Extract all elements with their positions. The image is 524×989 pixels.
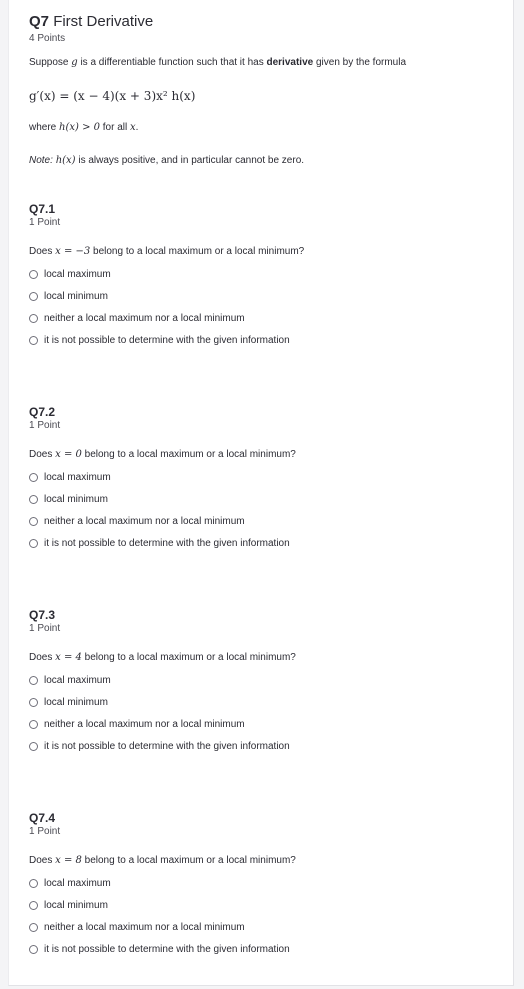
subquestion-prompt: Does x = 8 belong to a local maximum or a local minimum? bbox=[29, 855, 296, 866]
question-intro: Suppose g is a differentiable function such that it has derivative given by the formula bbox=[29, 57, 407, 68]
option-local-maximum[interactable]: local maximum bbox=[29, 470, 296, 484]
radio-button[interactable] bbox=[29, 336, 38, 345]
option-local-maximum[interactable]: local maximum bbox=[29, 673, 296, 687]
subquestion-points: 1 Point bbox=[29, 623, 61, 634]
subquestion-title: Q7.3 bbox=[29, 608, 56, 622]
option-local-minimum[interactable]: local minimum bbox=[29, 898, 296, 912]
derivative-formula: g′(x) = (x − 4)(x + 3)x² h(x) bbox=[29, 89, 196, 103]
option-cannot-determine[interactable]: it is not possible to determine with the given information bbox=[29, 333, 304, 347]
option-neither[interactable]: neither a local maximum nor a local minimum bbox=[29, 514, 296, 528]
question-card bbox=[8, 0, 514, 986]
radio-button[interactable] bbox=[29, 676, 38, 685]
radio-button[interactable] bbox=[29, 292, 38, 301]
subquestion-title: Q7.1 bbox=[29, 202, 56, 216]
subquestion-prompt: Does x = 4 belong to a local maximum or a local minimum? bbox=[29, 652, 296, 663]
option-neither[interactable]: neither a local maximum nor a local minimum bbox=[29, 920, 296, 934]
subquestion-points: 1 Point bbox=[29, 217, 61, 228]
radio-button[interactable] bbox=[29, 923, 38, 932]
question-where: where h(x) > 0 for all x. bbox=[29, 122, 139, 133]
subquestion-title: Q7.4 bbox=[29, 811, 56, 825]
question-title-text: First Derivative bbox=[53, 13, 154, 30]
radio-button[interactable] bbox=[29, 945, 38, 954]
option-local-minimum[interactable]: local minimum bbox=[29, 492, 296, 506]
question-note: Note: h(x) is always positive, and in particular cannot be zero. bbox=[29, 155, 305, 166]
question-number: Q7 bbox=[29, 13, 50, 30]
option-local-maximum[interactable]: local maximum bbox=[29, 876, 296, 890]
radio-button[interactable] bbox=[29, 901, 38, 910]
subquestion-q7-4 bbox=[29, 811, 296, 956]
radio-button[interactable] bbox=[29, 539, 38, 548]
subquestion-points: 1 Point bbox=[29, 826, 61, 837]
subquestion-q7-1 bbox=[29, 202, 304, 347]
radio-button[interactable] bbox=[29, 517, 38, 526]
radio-button[interactable] bbox=[29, 879, 38, 888]
subquestion-points: 1 Point bbox=[29, 420, 61, 431]
radio-button[interactable] bbox=[29, 270, 38, 279]
subquestion-q7-3 bbox=[29, 608, 296, 753]
subquestion-prompt: Does x = −3 belong to a local maximum or a local minimum? bbox=[29, 246, 305, 257]
option-cannot-determine[interactable]: it is not possible to determine with the given information bbox=[29, 536, 296, 550]
radio-button[interactable] bbox=[29, 742, 38, 751]
radio-button[interactable] bbox=[29, 473, 38, 482]
question-title bbox=[29, 12, 513, 32]
option-neither[interactable]: neither a local maximum nor a local minimum bbox=[29, 717, 296, 731]
radio-button[interactable] bbox=[29, 720, 38, 729]
option-cannot-determine[interactable]: it is not possible to determine with the given information bbox=[29, 739, 296, 753]
question-points: 4 Points bbox=[29, 33, 66, 44]
subquestion-q7-2 bbox=[29, 405, 296, 550]
subquestion-prompt: Does x = 0 belong to a local maximum or a local minimum? bbox=[29, 449, 296, 460]
radio-button[interactable] bbox=[29, 495, 38, 504]
radio-button[interactable] bbox=[29, 698, 38, 707]
option-local-maximum[interactable]: local maximum bbox=[29, 267, 304, 281]
option-local-minimum[interactable]: local minimum bbox=[29, 289, 304, 303]
subquestion-title: Q7.2 bbox=[29, 405, 56, 419]
option-local-minimum[interactable]: local minimum bbox=[29, 695, 296, 709]
option-cannot-determine[interactable]: it is not possible to determine with the given information bbox=[29, 942, 296, 956]
option-neither[interactable]: neither a local maximum nor a local minimum bbox=[29, 311, 304, 325]
radio-button[interactable] bbox=[29, 314, 38, 323]
